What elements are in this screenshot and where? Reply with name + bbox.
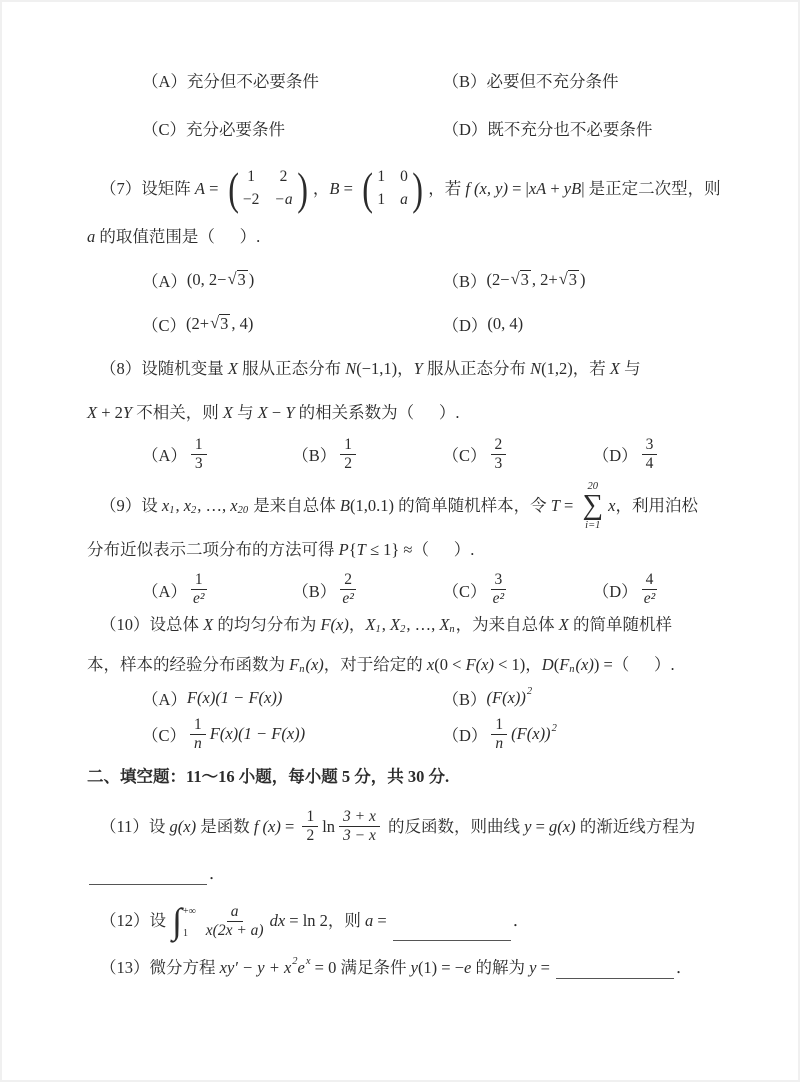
subscript: 2	[191, 504, 197, 516]
text-run: X	[609, 358, 620, 378]
fraction-denominator: e²	[193, 590, 205, 608]
text-run: = |	[507, 178, 529, 198]
text-run: （D）	[592, 446, 638, 466]
text-run: Y	[413, 358, 423, 378]
matrix-cell: −2	[242, 191, 260, 209]
text-run: ，	[312, 178, 330, 198]
text-run: 的均匀分布为	[213, 614, 321, 634]
text-run: (F(x))	[486, 687, 526, 707]
fraction-denominator: e²	[342, 590, 354, 608]
text-run: a	[87, 226, 96, 246]
text-run: （13）微分方程	[100, 958, 220, 978]
fraction	[340, 571, 356, 608]
matrix-left-paren: (	[362, 163, 374, 215]
superscript: x	[305, 956, 311, 968]
text-run: （12）设	[100, 911, 171, 931]
exam-content	[2, 2, 798, 979]
text-run: ln	[322, 816, 336, 836]
fraction-numerator: 2	[491, 436, 507, 455]
integral-lower-limit: 1	[183, 928, 188, 940]
matrix-cell: 0	[400, 168, 408, 185]
question-11-blank-line	[87, 863, 743, 885]
fraction	[642, 571, 658, 608]
text-run: （C）	[142, 726, 187, 746]
text-run: 的取值范围是（ ）.	[95, 226, 261, 246]
text-run: (F(x))	[511, 724, 551, 744]
text-run: （C）	[442, 581, 487, 601]
option-10c	[142, 716, 443, 753]
text-run: （C）充分必要条件	[142, 120, 286, 139]
question-7-line-2	[87, 226, 743, 248]
text-run: y	[410, 958, 418, 978]
text-run: g(x)	[169, 816, 197, 836]
matrix-left-paren: (	[227, 163, 239, 215]
question-10-line-2	[87, 654, 743, 676]
text-run: 的相关系数为（ ）.	[294, 402, 460, 422]
option-7d	[443, 312, 744, 336]
text-run: （8）设随机变量	[100, 358, 228, 378]
text-run: （D）	[442, 315, 488, 335]
text-run: (x)	[575, 654, 594, 674]
matrix	[360, 163, 425, 215]
fraction-denominator: 2	[306, 827, 315, 845]
option-10a	[142, 686, 443, 710]
text-run: X	[365, 614, 376, 634]
option-8d	[593, 436, 743, 473]
question-10-options-row-2	[87, 716, 743, 753]
text-run: F	[559, 654, 570, 674]
superscript: 2	[526, 686, 533, 698]
text-run: （A）	[142, 271, 187, 291]
text-run: e	[297, 958, 305, 978]
text-run: (0, 4)	[487, 313, 524, 333]
fraction-numerator: 1	[491, 716, 507, 735]
text-run: e	[464, 958, 472, 978]
radicand: 3	[520, 269, 529, 289]
option-6a	[142, 68, 443, 92]
text-run: (2−	[486, 269, 510, 289]
text-run: x	[608, 495, 616, 515]
text-run: ，利用泊松	[615, 495, 698, 515]
matrix-cell: −a	[274, 191, 293, 209]
text-run: N	[345, 358, 357, 378]
text-run: a	[365, 911, 374, 931]
fraction-denominator: 3 − x	[343, 827, 376, 845]
integral	[172, 901, 198, 941]
text-run: ≤ 1} ≈（ ）.	[365, 540, 475, 560]
matrix	[226, 163, 310, 215]
question-9-line-2	[87, 539, 743, 561]
text-run: xy′ − y + x	[219, 958, 292, 978]
text-run: =	[204, 178, 223, 198]
text-run: xA	[528, 178, 547, 198]
radicand: 3	[220, 313, 229, 333]
option-7b	[443, 268, 744, 292]
question-11-line-1	[87, 808, 743, 845]
text-run: Y	[285, 402, 295, 422]
text-run: （B）	[292, 446, 337, 466]
text-run: , 4)	[231, 313, 254, 333]
text-run: 与	[619, 358, 641, 378]
integral-limits	[183, 901, 196, 941]
text-run: =	[339, 178, 358, 198]
text-run: F(x)(1 − F(x))	[209, 724, 306, 744]
text-run: F(x)	[320, 614, 349, 634]
text-run: N	[530, 358, 542, 378]
matrix-right-paren: )	[412, 163, 423, 215]
option-7c	[142, 312, 443, 336]
text-run: , 2+	[531, 269, 558, 289]
fraction-numerator: 1	[190, 716, 206, 735]
text-run: x	[161, 495, 170, 515]
text-run: F(x)(1 − F(x))	[186, 687, 283, 707]
fraction	[491, 716, 507, 753]
text-run: (1,0.1) 的简单随机样本，令	[349, 495, 551, 515]
option-8c	[443, 436, 593, 473]
text-run: f (x, y)	[465, 178, 508, 198]
text-run: (1) = −	[417, 958, 465, 978]
text-run: ,	[381, 614, 390, 634]
fraction-numerator: 1	[191, 571, 207, 590]
subscript: 1	[169, 504, 175, 516]
text-run: ) =（ ）.	[593, 654, 675, 674]
subscript: n	[569, 663, 575, 675]
option-10b	[443, 686, 744, 710]
text-run: （9）设	[100, 495, 162, 515]
text-run: ，若	[428, 178, 466, 198]
text-run: 不相关，则	[132, 402, 223, 422]
text-run: y	[524, 816, 532, 836]
option-10d	[443, 716, 744, 753]
fraction-numerator: 2	[340, 571, 356, 590]
text-run: 是来自总体	[249, 495, 340, 515]
text-run: T	[356, 540, 366, 560]
text-run: =	[531, 816, 550, 836]
fraction	[491, 571, 507, 608]
text-run: +	[546, 178, 564, 198]
fraction-numerator: 3 + x	[339, 808, 380, 827]
text-run: 服从正态分布	[422, 358, 531, 378]
text-run: 与	[232, 402, 258, 422]
text-run: （A）	[142, 689, 187, 709]
text-run: =	[559, 495, 578, 515]
option-8b	[292, 436, 442, 473]
fraction-denominator: 3	[494, 454, 503, 472]
matrix-grid	[375, 166, 410, 212]
fraction-numerator: 1	[302, 808, 318, 827]
question-9-line-1	[87, 481, 743, 532]
blank-line	[89, 869, 207, 885]
radical-sign: √	[558, 268, 568, 288]
text-run: (	[553, 654, 560, 674]
fraction-numerator: 1	[191, 436, 207, 455]
text-run: =	[373, 911, 391, 931]
fraction-denominator: 2	[344, 454, 353, 472]
fraction	[204, 903, 266, 940]
question-10-line-1	[87, 614, 743, 636]
text-run: （7）设矩阵	[100, 178, 195, 198]
fraction-denominator: x(2x + a)	[205, 921, 264, 939]
text-run: B	[339, 495, 350, 515]
question-6-options-row-2	[87, 116, 743, 140]
text-run: | 是正定二次型，则	[581, 178, 721, 198]
fraction-denominator: 3	[194, 454, 203, 472]
text-run: x	[230, 495, 238, 515]
fraction	[340, 436, 356, 473]
question-9-options-row	[87, 571, 743, 608]
radical-sign: √	[227, 268, 237, 288]
text-run: A	[194, 178, 205, 198]
text-run: D	[541, 654, 554, 674]
sum-lower-limit: i=1	[585, 519, 601, 531]
subscript: 20	[237, 504, 249, 516]
matrix-right-paren: )	[296, 163, 308, 215]
text-run: f (x)	[253, 816, 281, 836]
text-run: , …,	[406, 614, 440, 634]
text-run: （11）设	[100, 816, 170, 836]
option-9c	[443, 571, 593, 608]
option-8a	[142, 436, 292, 473]
text-run: （A）	[142, 446, 187, 466]
superscript: 2	[551, 722, 557, 734]
question-13-line	[87, 957, 743, 979]
radical-sign: √	[210, 312, 220, 332]
text-run: g(x)	[549, 816, 576, 836]
sum-upper-limit: 20	[587, 480, 599, 492]
matrix-cell: 1	[377, 168, 386, 185]
fraction-denominator: n	[495, 734, 504, 752]
text-run: F(x)	[465, 654, 494, 674]
subscript: 2	[400, 623, 406, 635]
sigma-symbol: ∑	[582, 489, 604, 522]
matrix-cell: 2	[279, 168, 288, 185]
question-6-options-row-1	[87, 68, 743, 92]
text-run: X	[439, 614, 450, 634]
subscript: 1	[375, 623, 381, 635]
radicand: 3	[237, 269, 246, 289]
fraction	[191, 436, 207, 473]
question-8-line-1	[87, 358, 743, 380]
question-8-options-row	[87, 436, 743, 473]
text-run: (0 <	[434, 654, 466, 674]
matrix-cell: 1	[247, 168, 255, 185]
text-run: X	[227, 358, 238, 378]
fraction-numerator: a	[227, 903, 243, 922]
text-run: （B）	[442, 689, 487, 709]
integral-sign: ∫	[172, 901, 182, 942]
question-7-options-row-1	[87, 268, 743, 292]
text-run: （A）充分但不必要条件	[142, 72, 319, 91]
text-run: = 0 满足条件	[310, 958, 411, 978]
text-run: ，	[348, 614, 366, 634]
text-run: T	[550, 495, 560, 515]
text-run: 的反函数，则曲线	[383, 816, 525, 836]
text-run: =	[536, 958, 555, 978]
text-run: x	[183, 495, 192, 515]
square-root	[227, 270, 247, 290]
text-run: X	[558, 614, 569, 634]
text-run: Y	[122, 402, 133, 422]
text-run: 是函数	[196, 816, 254, 836]
text-run: y	[529, 958, 537, 978]
integral-upper-limit: +∞	[183, 906, 196, 918]
text-run: 分布近似表示二项分布的方法可得	[87, 540, 339, 560]
fraction-denominator: e²	[643, 590, 656, 608]
subscript: n	[299, 663, 305, 675]
fraction-denominator: n	[194, 734, 202, 752]
text-run: , …,	[197, 495, 231, 515]
radicand: 3	[568, 269, 578, 289]
text-run: X	[389, 614, 401, 634]
text-run: （D）既不充分也不必要条件	[442, 120, 653, 139]
text-run: (2+	[186, 313, 210, 333]
text-run: = ln 2，则	[285, 911, 366, 931]
text-run: (0, 2−	[186, 269, 227, 289]
text-run: (1,2)，若	[541, 358, 610, 378]
question-12-line	[87, 901, 743, 941]
question-10-options-row-1	[87, 686, 743, 710]
text-run: (−1,1)，	[356, 358, 414, 378]
question-8-line-2	[87, 402, 743, 424]
question-7-line-1	[87, 163, 743, 215]
subscript: n	[449, 623, 455, 635]
text-run: −	[267, 402, 286, 422]
text-run: yB	[563, 178, 582, 198]
text-run: （10）设总体	[100, 614, 204, 634]
text-run: ，为来自总体	[455, 614, 559, 634]
fraction	[302, 808, 318, 845]
fraction-denominator: 4	[645, 454, 654, 472]
text-run: + 2	[97, 402, 123, 422]
text-run: ,	[175, 495, 184, 515]
option-6d	[443, 116, 744, 140]
radical-sign: √	[510, 268, 520, 288]
option-9a	[142, 571, 292, 608]
text-run: （C）	[142, 315, 187, 335]
text-run: （D）	[592, 581, 638, 601]
text-run: 本，样本的经验分布函数为	[87, 654, 290, 674]
blank-line	[556, 963, 674, 979]
text-run: X	[87, 402, 98, 422]
text-run: ．	[209, 864, 226, 884]
text-run: 的渐近线方程为	[575, 816, 696, 836]
option-9b	[292, 571, 442, 608]
text-run: 的简单随机样	[568, 614, 672, 634]
option-9d	[593, 571, 743, 608]
text-run: F	[289, 654, 300, 674]
fraction-numerator: 1	[340, 436, 356, 455]
text-run: （B）必要但不充分条件	[442, 72, 619, 91]
text-run: X	[222, 402, 233, 422]
text-run: (x)	[305, 654, 324, 674]
fraction	[191, 571, 207, 608]
option-6b	[443, 68, 744, 92]
fraction	[491, 436, 507, 473]
text-run: 二、填空题：11～16 小题，每小题 5 分，共 30 分.	[87, 767, 450, 787]
text-run: P	[338, 540, 349, 560]
fraction	[339, 808, 380, 845]
fraction-numerator: 3	[642, 436, 658, 455]
text-run: B	[329, 178, 340, 198]
text-run: ．	[512, 911, 530, 931]
text-run: 服从正态分布	[237, 358, 346, 378]
blank-line	[393, 925, 511, 941]
text-run: X	[203, 614, 214, 634]
text-run: （C）	[442, 446, 487, 466]
fraction-denominator: e²	[492, 590, 505, 608]
text-run: )	[248, 269, 255, 289]
question-7-options-row-2	[87, 312, 743, 336]
fraction-numerator: 4	[642, 571, 658, 590]
option-6c	[142, 116, 443, 140]
text-run: 的解为	[471, 958, 530, 978]
matrix-cell: 1	[377, 191, 386, 209]
superscript: 2	[292, 956, 298, 968]
section-2-header	[87, 766, 743, 788]
text-run: ．	[676, 958, 693, 978]
fraction	[642, 436, 658, 473]
text-run: （D）	[442, 726, 488, 746]
matrix-cell: a	[400, 191, 408, 209]
fraction	[190, 716, 206, 753]
square-root	[559, 270, 579, 290]
fraction-numerator: 3	[491, 571, 507, 590]
square-root	[511, 270, 531, 290]
text-run: ，对于给定的	[323, 654, 427, 674]
text-run: （B）	[442, 271, 487, 291]
matrix-grid	[241, 166, 295, 212]
text-run: )	[580, 269, 586, 289]
square-root	[210, 314, 230, 334]
text-run: < 1)，	[493, 654, 542, 674]
text-run: =	[280, 816, 299, 836]
text-run: dx	[269, 911, 286, 931]
summation	[582, 481, 603, 532]
option-7a	[142, 268, 443, 292]
text-run: {	[348, 540, 357, 560]
text-run: X	[257, 402, 268, 422]
text-run: （A）	[142, 581, 187, 601]
text-run: （B）	[292, 581, 337, 601]
text-run: x	[426, 654, 435, 674]
